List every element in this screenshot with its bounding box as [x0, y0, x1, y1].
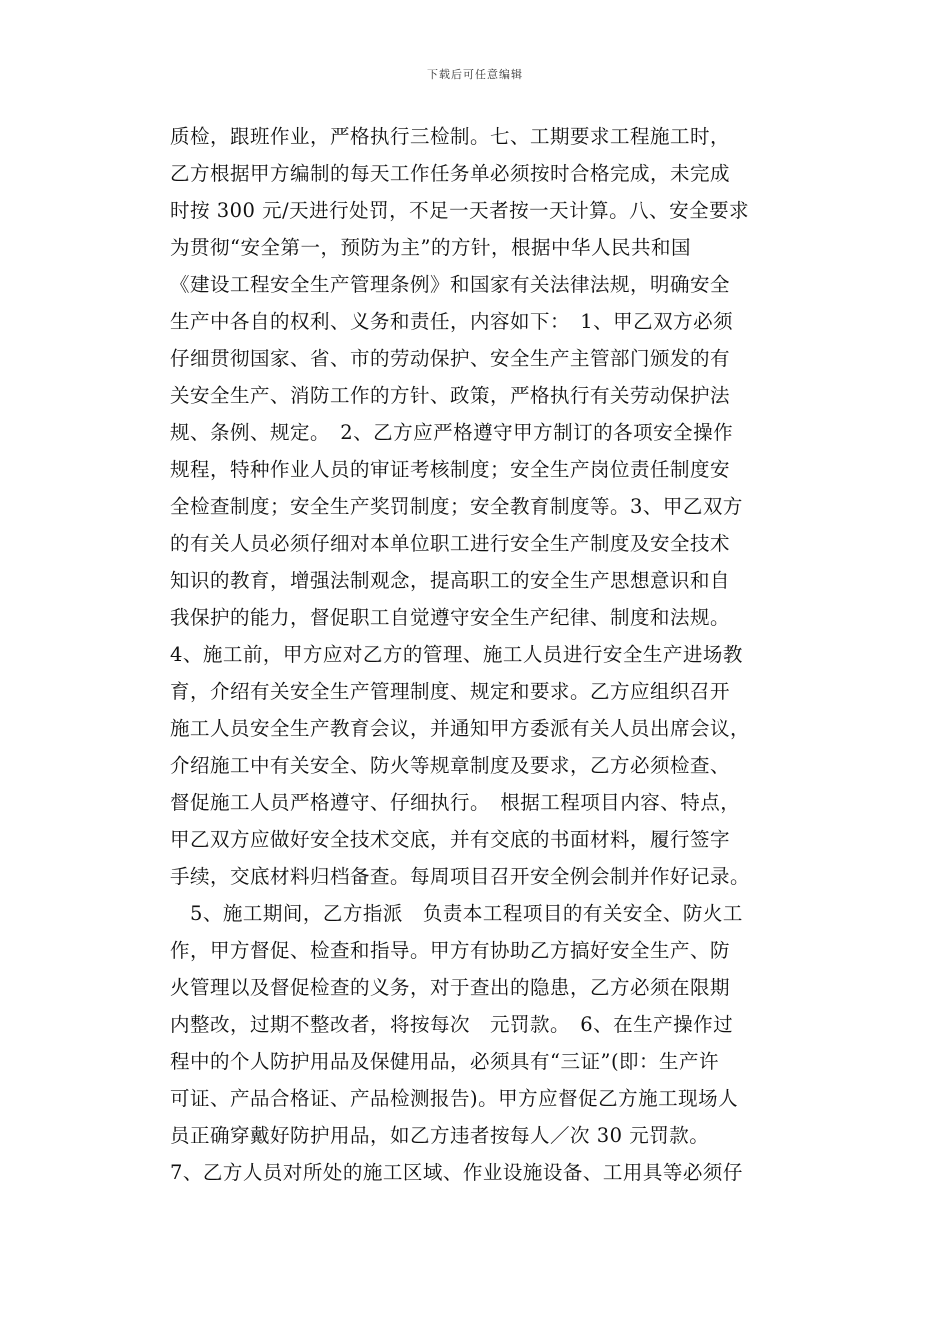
body-line: 时按 300 元/天进行处罚，不足一天者按一天计算。八、安全要求 — [170, 199, 750, 222]
body-line: 介绍施工中有关安全、防火等规章制度及要求，乙方必须检查、 — [170, 754, 731, 777]
body-line: 7、乙方人员对所处的施工区域、作业设施设备、工用具等必须仔 — [170, 1161, 743, 1184]
body-line: 施工人员安全生产教育会议，并通知甲方委派有关人员出席会议， — [170, 717, 751, 740]
body-line: 4、施工前，甲方应对乙方的管理、施工人员进行安全生产进场教 — [170, 643, 743, 666]
body-line: 乙方根据甲方编制的每天工作任务单必须按时合格完成，未完成 — [170, 162, 731, 185]
body-line: 的有关人员必须仔细对本单位职工进行安全生产制度及安全技术 — [170, 532, 731, 555]
body-line: 督促施工人员严格遵守、仔细执行。 根据工程项目内容、特点， — [170, 791, 741, 814]
body-line: 甲乙双方应做好安全技术交底，并有交底的书面材料，履行签字 — [170, 828, 731, 851]
body-line: 5、施工期间，乙方指派 负责本工程项目的有关安全、防火工 — [170, 902, 743, 925]
body-line: 作，甲方督促、检查和指导。甲方有协助乙方搞好安全生产、防 — [170, 939, 731, 962]
document-body — [170, 118, 810, 1191]
body-line: 生产中各自的权利、义务和责任，内容如下： 1、甲乙双方必须 — [170, 310, 734, 333]
body-line: 程中的个人防护用品及保健用品，必须具有“三证”(即：生产许 — [170, 1050, 720, 1073]
body-line: 内整改，过期不整改者，将按每次 元罚款。 6、在生产操作过 — [170, 1013, 734, 1036]
body-line: 可证、产品合格证、产品检测报告)。甲方应督促乙方施工现场人 — [170, 1087, 739, 1110]
body-line: 我保护的能力，督促职工自觉遵守安全生产纪律、制度和法规。 — [170, 606, 731, 629]
body-line: 《建设工程安全生产管理条例》和国家有关法律法规，明确安全 — [170, 273, 731, 296]
body-line: 员正确穿戴好防护用品，如乙方违者按每人／次 30 元罚款。 — [170, 1124, 710, 1147]
body-line: 质检，跟班作业，严格执行三检制。七、工期要求工程施工时， — [170, 125, 731, 148]
body-line: 知识的教育，增强法制观念，提高职工的安全生产思想意识和自 — [170, 569, 731, 592]
body-line: 规、条例、规定。 2、乙方应严格遵守甲方制订的各项安全操作 — [170, 421, 734, 444]
body-line: 规程，特种作业人员的审证考核制度；安全生产岗位责任制度安 — [170, 458, 731, 481]
body-line: 育，介绍有关安全生产管理制度、规定和要求。乙方应组织召开 — [170, 680, 731, 703]
body-line: 仔细贯彻国家、省、市的劳动保护、安全生产主管部门颁发的有 — [170, 347, 731, 370]
page-header: 下载后可任意编辑 — [427, 68, 523, 81]
body-line: 火管理以及督促检查的义务，对于查出的隐患，乙方必须在限期 — [170, 976, 731, 999]
body-line: 手续，交底材料归档备查。每周项目召开安全例会制并作好记录。 — [170, 865, 751, 888]
body-line: 关安全生产、消防工作的方针、政策，严格执行有关劳动保护法 — [170, 384, 731, 407]
body-line: 全检查制度；安全生产奖罚制度；安全教育制度等。3、甲乙双方 — [170, 495, 743, 518]
body-line: 为贯彻“安全第一，预防为主”的方针，根据中华人民共和国 — [170, 236, 691, 259]
